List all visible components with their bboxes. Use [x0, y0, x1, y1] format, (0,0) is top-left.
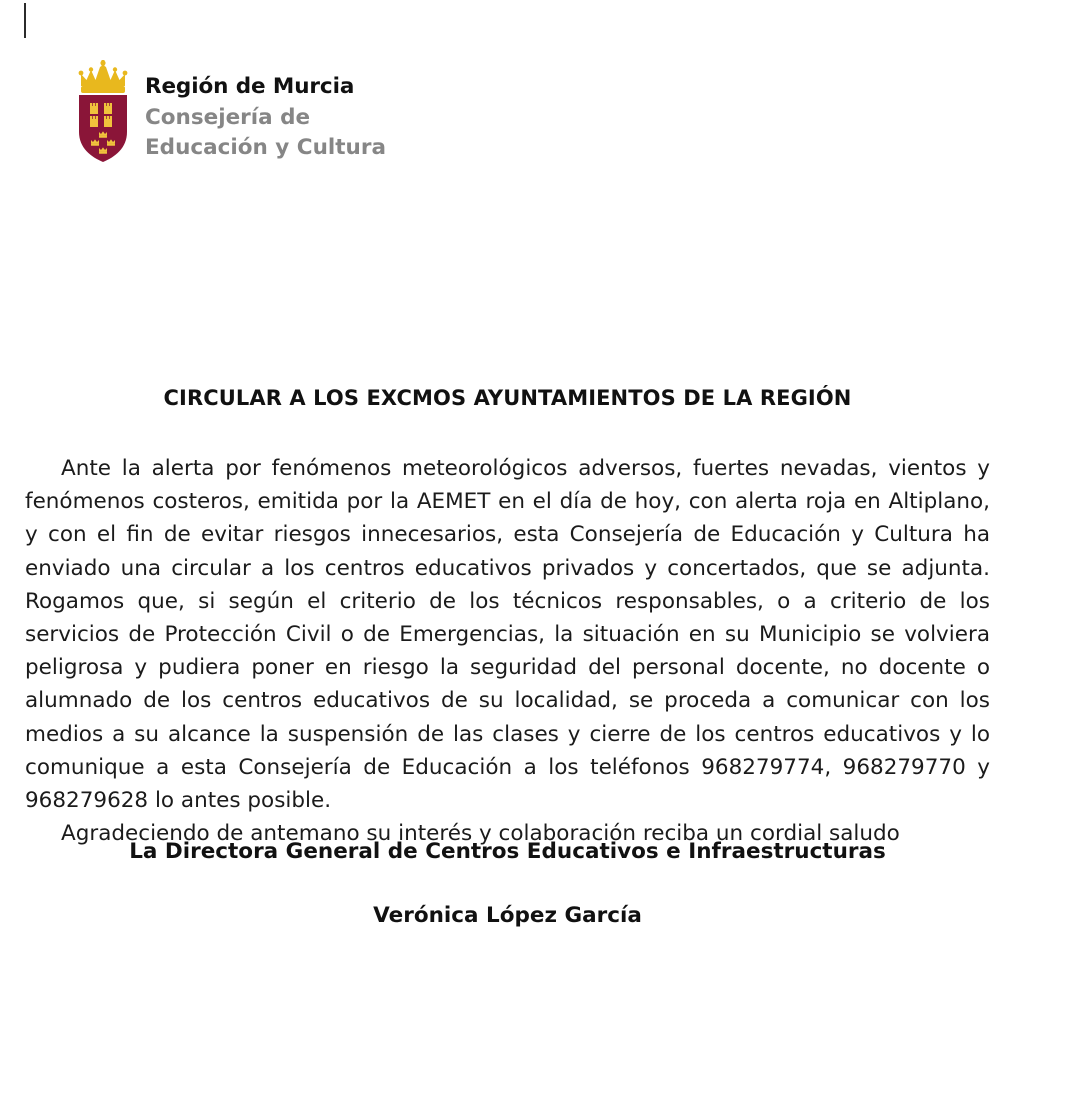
document-title: CIRCULAR A LOS EXCMOS AYUNTAMIENTOS DE LA REGIÓN	[163, 386, 852, 410]
signatory-name: Verónica López García	[373, 902, 642, 928]
signature-block	[25, 838, 990, 930]
document-body	[25, 452, 990, 850]
body-paragraph-main: Ante la alerta por fenómenos meteorológicos adversos, fuertes nevadas, vientos y fenómenos costeros, emitida por la AEMET en el día de hoy, con alerta roja en Altiplano, y con el fin de evitar riesgos innecesarios, esta Consejería de Educación y Cultura ha enviado una circular a los centros educativos privados y concertados, que se adjunta. Rogamos que, si según el criterio de los técnicos responsables, o a criterio de los servicios de Protección Civil o de Emergencias, la situación en su Municipio se volviera peligrosa y pudiera poner en riesgo la seguridad del personal docente, no docente o alumnado de los centros educativos de su localidad, se proceda a comunicar con los medios a su alcance la suspensión de las clases y cierre de los centros educativos y lo comunique a esta Consejería de Educación a los teléfonos 968279774, 968279770 y 968279628 lo antes posible.	[25, 456, 990, 814]
text-cursor	[24, 3, 26, 38]
department-name: Consejería de Educación y Cultura	[145, 104, 386, 161]
letterhead	[74, 60, 430, 164]
letterhead-text	[145, 60, 430, 164]
body-paragraph-closing: Agradeciendo de antemano su interés y colaboración reciba un cordial saludo	[61, 821, 900, 847]
organization-name: Región de Murcia	[145, 74, 355, 99]
murcia-coat-of-arms-icon	[74, 60, 132, 164]
signatory-role: La Directora General de Centros Educativos e Infraestructuras	[129, 839, 886, 864]
